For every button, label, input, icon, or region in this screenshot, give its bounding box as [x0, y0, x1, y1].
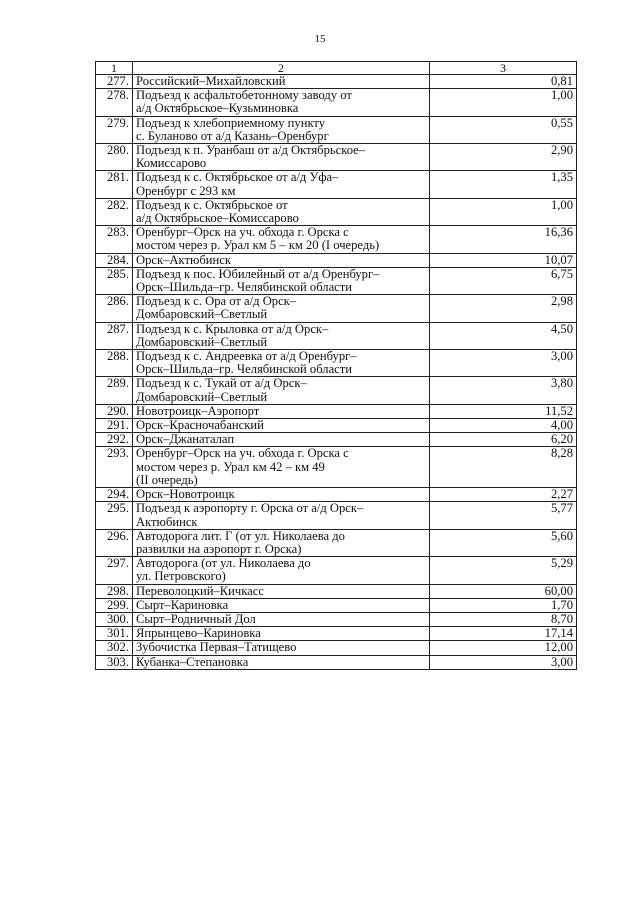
road-name	[133, 447, 430, 488]
road-length-value: 16,36	[544, 225, 573, 240]
road-name	[133, 198, 430, 225]
road-name-line: Актюбинск	[136, 514, 198, 529]
row-number: 289.	[96, 377, 133, 404]
row-number: 279.	[96, 116, 133, 143]
table-header-row	[96, 62, 577, 75]
road-length	[430, 116, 577, 143]
table-row	[96, 377, 577, 404]
table-row	[96, 557, 577, 584]
row-number: 280.	[96, 144, 133, 171]
road-name-line: Сырт–Родничный Дол	[136, 611, 256, 626]
road-length	[430, 377, 577, 404]
road-name-line: Кубанка–Степановка	[136, 654, 249, 669]
header-col-2: 2	[133, 62, 430, 75]
table-row	[96, 488, 577, 502]
road-length-value: 17,14	[544, 626, 573, 641]
table-row	[96, 198, 577, 225]
road-name-line: Домбаровский–Светлый	[136, 307, 268, 322]
road-name-line: Автодорога лит. Г (от ул. Николаева до	[136, 528, 345, 543]
road-name	[133, 267, 430, 294]
road-name-line: Подъезд к с. Крыловка от а/д Орск–	[136, 321, 329, 336]
row-number: 303.	[96, 655, 133, 669]
road-length	[430, 655, 577, 669]
road-length-value: 3,00	[550, 349, 573, 364]
row-number: 278.	[96, 89, 133, 116]
road-length-value: 6,20	[550, 432, 573, 447]
road-length-value: 2,90	[550, 143, 573, 158]
road-name-line: Оренбург–Орск на уч. обхода г. Орска с	[136, 225, 349, 240]
row-number: 302.	[96, 641, 133, 655]
road-name-line: Домбаровский–Светлый	[136, 389, 268, 404]
road-length-value: 2,98	[550, 294, 573, 309]
road-name	[133, 226, 430, 253]
road-length	[430, 89, 577, 116]
table-row	[96, 584, 577, 598]
road-name	[133, 295, 430, 322]
table-row	[96, 267, 577, 294]
road-length	[430, 253, 577, 267]
road-length-value: 12,00	[544, 640, 573, 655]
road-length-value: 11,52	[545, 403, 573, 418]
header-col-3: 3	[430, 62, 577, 75]
table-row	[96, 612, 577, 626]
road-length-value: 3,80	[550, 376, 573, 391]
road-length-value: 5,29	[550, 556, 573, 571]
row-number: 283.	[96, 226, 133, 253]
table-row	[96, 75, 577, 89]
row-number: 281.	[96, 171, 133, 198]
road-length-value: 4,00	[550, 418, 573, 433]
road-name	[133, 598, 430, 612]
road-name	[133, 529, 430, 556]
road-length	[430, 226, 577, 253]
road-length	[430, 171, 577, 198]
road-name-line: Япрынцево–Кариновка	[136, 626, 261, 641]
road-length	[430, 584, 577, 598]
road-name-line: Автодорога (от ул. Николаева до	[136, 556, 311, 571]
road-name-line: Комиссарово	[136, 156, 207, 171]
road-length	[430, 144, 577, 171]
road-name-line: Подъезд к хлебоприемному пункту	[136, 115, 326, 130]
table-row	[96, 433, 577, 447]
row-number: 290.	[96, 404, 133, 418]
road-name	[133, 116, 430, 143]
road-length	[430, 529, 577, 556]
row-number: 298.	[96, 584, 133, 598]
road-length-value: 6,75	[550, 266, 573, 281]
road-length	[430, 488, 577, 502]
road-length	[430, 295, 577, 322]
road-length-value: 8,28	[550, 446, 573, 461]
road-name	[133, 89, 430, 116]
table-row	[96, 598, 577, 612]
road-length-value: 2,27	[550, 487, 573, 502]
row-number: 299.	[96, 598, 133, 612]
road-name	[133, 377, 430, 404]
road-name-line: мостом через р. Урал км 5 – км 20 (I очередь)	[136, 238, 380, 253]
roads-table	[95, 61, 577, 670]
road-name	[133, 641, 430, 655]
road-name-line: Подъезд к с. Андреевка от а/д Оренбург–	[136, 349, 357, 364]
road-name-line: Орск–Актюбинск	[136, 252, 231, 267]
table-row	[96, 627, 577, 641]
row-number: 296.	[96, 529, 133, 556]
road-length-value: 8,70	[550, 611, 573, 626]
table-row	[96, 502, 577, 529]
road-name	[133, 144, 430, 171]
table-row	[96, 529, 577, 556]
row-number: 297.	[96, 557, 133, 584]
table-row	[96, 89, 577, 116]
road-name-line: а/д Октябрьское–Кузьминовка	[136, 101, 299, 116]
table-row	[96, 350, 577, 377]
road-length	[430, 641, 577, 655]
road-name-line: Орск–Джанаталап	[136, 432, 235, 447]
road-length-value: 5,60	[550, 528, 573, 543]
road-name	[133, 322, 430, 349]
road-name	[133, 488, 430, 502]
road-length	[430, 627, 577, 641]
road-length	[430, 433, 577, 447]
road-length	[430, 557, 577, 584]
road-name-line: Новотроицк–Аэропорт	[136, 403, 260, 418]
road-name-line: Орск–Новотроицк	[136, 487, 235, 502]
road-length	[430, 447, 577, 488]
table-row	[96, 171, 577, 198]
road-name	[133, 557, 430, 584]
road-length-value: 0,81	[550, 74, 573, 88]
table-row	[96, 226, 577, 253]
road-name	[133, 404, 430, 418]
road-name-line: Оренбург с 293 км	[136, 183, 236, 198]
road-name-line: Подъезд к с. Ора от а/д Орск–	[136, 294, 297, 309]
road-name	[133, 612, 430, 626]
row-number: 277.	[96, 75, 133, 89]
road-name-line: (II очередь)	[136, 472, 198, 487]
road-name-line: Зубочистка Первая–Татищево	[136, 640, 297, 655]
table-row	[96, 295, 577, 322]
road-name	[133, 584, 430, 598]
row-number: 286.	[96, 295, 133, 322]
road-name-line: Российский–Михайловский	[136, 74, 286, 88]
road-length-value: 1,70	[550, 597, 573, 612]
road-name-line: Подъезд к с. Октябрьское от а/д Уфа–	[136, 170, 339, 185]
road-length-value: 1,35	[550, 170, 573, 185]
road-name	[133, 502, 430, 529]
row-number: 295.	[96, 502, 133, 529]
row-number: 282.	[96, 198, 133, 225]
road-length	[430, 404, 577, 418]
table-row	[96, 404, 577, 418]
road-length	[430, 350, 577, 377]
road-length-value: 1,00	[550, 88, 573, 103]
road-name-line: Орск–Шильда–гр. Челябинской области	[136, 362, 353, 377]
road-name	[133, 433, 430, 447]
road-name-line: Орск–Шильда–гр. Челябинской области	[136, 280, 353, 295]
roads-table-body	[96, 62, 577, 670]
road-name-line: Подъезд к пос. Юбилейный от а/д Оренбург–	[136, 266, 380, 281]
road-name	[133, 655, 430, 669]
table-row	[96, 419, 577, 433]
road-length	[430, 75, 577, 89]
road-name-line: Сырт–Кариновка	[136, 597, 229, 612]
road-name	[133, 171, 430, 198]
row-number: 300.	[96, 612, 133, 626]
road-length	[430, 267, 577, 294]
row-number: 301.	[96, 627, 133, 641]
table-row	[96, 322, 577, 349]
road-name-line: а/д Октябрьское–Комиссарово	[136, 211, 299, 226]
table-row	[96, 655, 577, 669]
road-length	[430, 598, 577, 612]
road-length-value: 1,00	[550, 197, 573, 212]
row-number: 291.	[96, 419, 133, 433]
road-name-line: Домбаровский–Светлый	[136, 334, 268, 349]
road-name-line: Подъезд к аэропорту г. Орска от а/д Орск–	[136, 501, 364, 516]
row-number: 285.	[96, 267, 133, 294]
road-name-line: Переволоцкий–Кичкасс	[136, 583, 264, 598]
road-name-line: Подъезд к п. Уранбаш от а/д Октябрьское–	[136, 143, 366, 158]
road-length	[430, 322, 577, 349]
page-number: 15	[314, 33, 326, 45]
road-length-value: 5,77	[550, 501, 573, 516]
road-length-value: 60,00	[544, 583, 573, 598]
road-name-line: Подъезд к асфальтобетонному заводу от	[136, 88, 352, 103]
table-row	[96, 641, 577, 655]
row-number: 294.	[96, 488, 133, 502]
header-col-1: 1	[96, 62, 133, 75]
road-name-line: мостом через р. Урал км 42 – км 49	[136, 459, 325, 474]
road-name-line: ул. Петровского)	[136, 569, 226, 584]
table-row	[96, 116, 577, 143]
table-row	[96, 253, 577, 267]
road-name-line: развилки на аэропорт г. Орска)	[136, 541, 302, 556]
road-length	[430, 502, 577, 529]
road-length-value: 0,55	[550, 115, 573, 130]
road-name	[133, 75, 430, 89]
row-number: 292.	[96, 433, 133, 447]
row-number: 293.	[96, 447, 133, 488]
row-number: 288.	[96, 350, 133, 377]
road-name	[133, 350, 430, 377]
road-name-line: Орск–Красночабанский	[136, 418, 264, 433]
road-length	[430, 419, 577, 433]
table-row	[96, 144, 577, 171]
road-name-line: Подъезд к с. Октябрьское от	[136, 197, 288, 212]
road-name-line: Подъезд к с. Тукай от а/д Орск–	[136, 376, 307, 391]
road-name-line: Оренбург–Орск на уч. обхода г. Орска с	[136, 446, 349, 461]
road-name-line: с. Буланово от а/д Казань–Оренбург	[136, 128, 329, 143]
road-name	[133, 253, 430, 267]
row-number: 284.	[96, 253, 133, 267]
road-name	[133, 419, 430, 433]
road-length-value: 10,07	[544, 252, 573, 267]
table-row	[96, 447, 577, 488]
road-name	[133, 627, 430, 641]
road-length	[430, 612, 577, 626]
road-length-value: 4,50	[550, 321, 573, 336]
row-number: 287.	[96, 322, 133, 349]
road-length	[430, 198, 577, 225]
road-length-value: 3,00	[550, 654, 573, 669]
